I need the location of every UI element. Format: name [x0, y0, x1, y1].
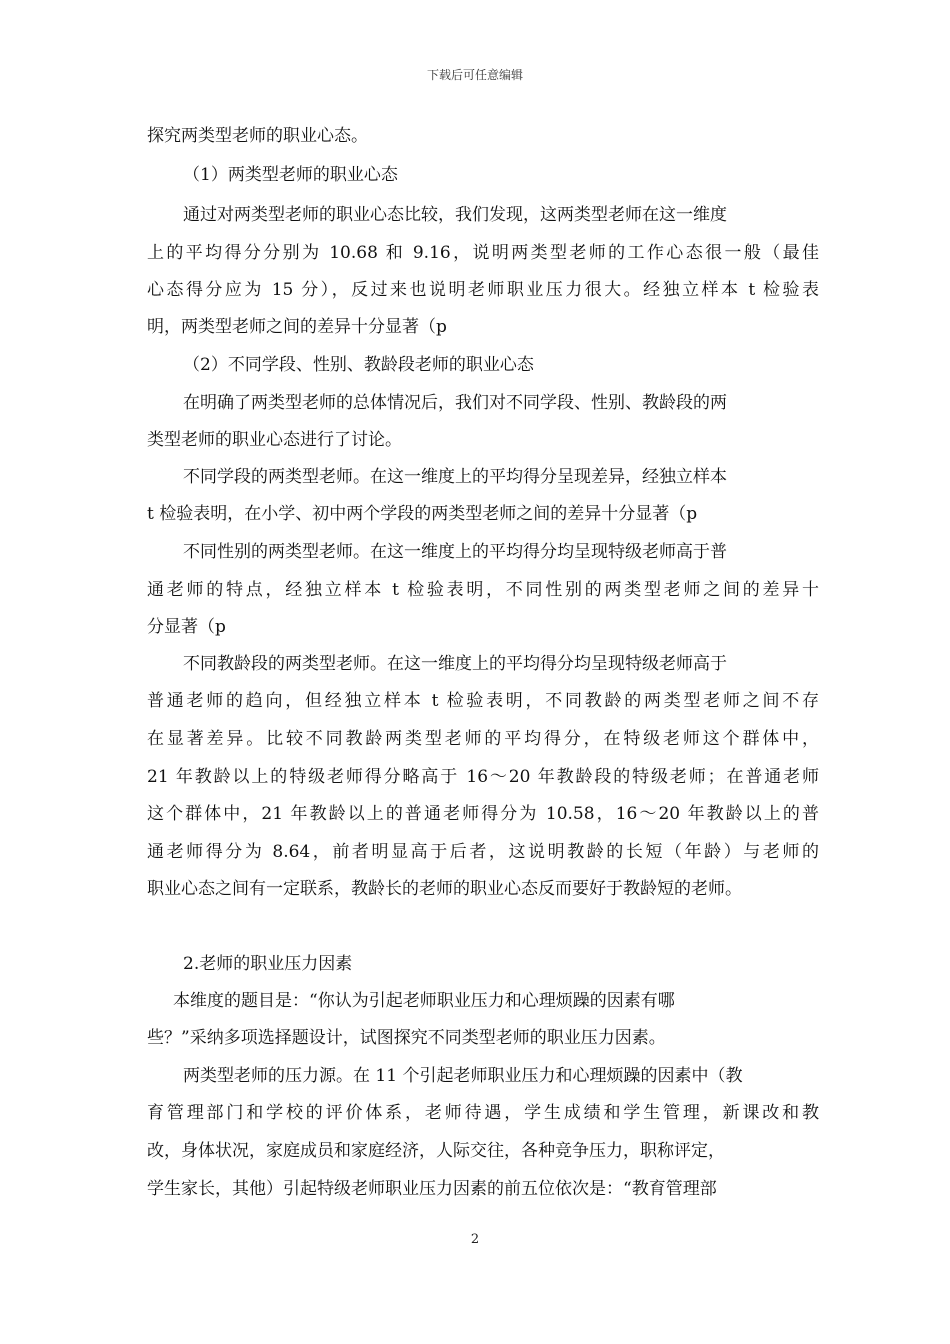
page-header: 下载后可任意编辑 [426, 68, 523, 82]
paragraph-line: 在显著差异。比较不同教龄两类型老师的平均得分，在特级老师这个群体中， [147, 729, 819, 749]
paragraph-line: 类型老师的职业心态进行了讨论。 [147, 430, 402, 450]
page-number: 2 [470, 1232, 480, 1247]
paragraph-line: 普通老师的趋向，但经独立样本 t 检验表明，不同教龄的两类型老师之间不存 [147, 691, 819, 711]
paragraph-line: 育管理部门和学校的评价体系，老师待遇，学生成绩和学生管理，新课改和教 [147, 1103, 819, 1123]
section-heading: （2）不同学段、性别、教龄段老师的职业心态 [183, 355, 534, 375]
paragraph-line: 明，两类型老师之间的差异十分显著（p [147, 317, 447, 337]
paragraph-line: 通老师的特点，经独立样本 t 检验表明，不同性别的两类型老师之间的差异十 [147, 580, 819, 600]
paragraph-line: 本维度的题目是：“你认为引起老师职业压力和心理烦躁的因素有哪 [173, 991, 675, 1011]
paragraph-line: 这个群体中，21 年教龄以上的普通老师得分为 10.58，16～20 年教龄以上的普 [147, 804, 819, 824]
paragraph-line: 不同性别的两类型老师。在这一维度上的平均得分均呈现特级老师高于普 [183, 542, 727, 562]
paragraph-line: 两类型老师的压力源。在 11 个引起老师职业压力和心理烦躁的因素中（教 [183, 1066, 743, 1086]
paragraph-line: 心态得分应为 15 分），反过来也说明老师职业压力很大。经独立样本 t 检验表 [147, 280, 819, 300]
paragraph-line: 上的平均得分分别为 10.68 和 9.16，说明两类型老师的工作心态很一般（最佳 [147, 243, 819, 263]
paragraph-line: 21 年教龄以上的特级老师得分略高于 16～20 年教龄段的特级老师；在普通老师 [147, 767, 819, 787]
paragraph-line: 职业心态之间有一定联系，教龄长的老师的职业心态反而要好于教龄短的老师。 [147, 879, 742, 899]
paragraph-line: 些？”采纳多项选择题设计，试图探究不同类型老师的职业压力因素。 [147, 1028, 666, 1048]
paragraph-line: 不同学段的两类型老师。在这一维度上的平均得分呈现差异，经独立样本 [183, 467, 727, 487]
section-heading: 2.老师的职业压力因素 [183, 954, 353, 974]
paragraph-line: 通过对两类型老师的职业心态比较，我们发现，这两类型老师在这一维度 [183, 205, 727, 225]
paragraph-line: t 检验表明，在小学、初中两个学段的两类型老师之间的差异十分显著（p [147, 504, 698, 524]
paragraph-line: 学生家长，其他）引起特级老师职业压力因素的前五位依次是：“教育管理部 [147, 1179, 717, 1199]
paragraph-line: 改，身体状况，家庭成员和家庭经济，人际交往，各种竞争压力，职称评定， [147, 1141, 725, 1161]
paragraph-line: 在明确了两类型老师的总体情况后，我们对不同学段、性别、教龄段的两 [183, 393, 727, 413]
paragraph-line: 通老师得分为 8.64，前者明显高于后者，这说明教龄的长短（年龄）与老师的 [147, 842, 819, 862]
paragraph-line: 分显著（p [147, 617, 226, 637]
paragraph-line: 探究两类型老师的职业心态。 [147, 126, 368, 146]
paragraph-line: 不同教龄段的两类型老师。在这一维度上的平均得分均呈现特级老师高于 [183, 654, 727, 674]
section-heading: （1）两类型老师的职业心态 [183, 165, 398, 185]
